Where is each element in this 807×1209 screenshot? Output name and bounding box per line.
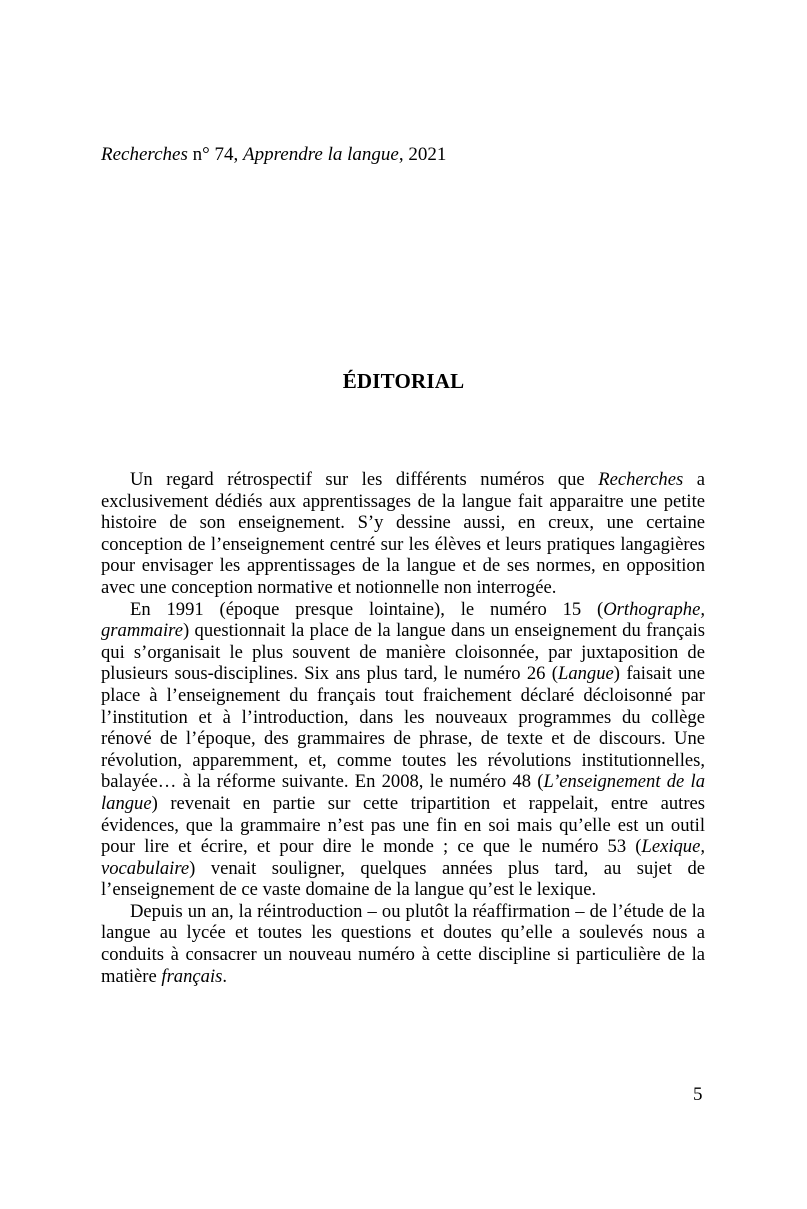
page-title: ÉDITORIAL bbox=[342, 369, 465, 393]
issue-title-reference: L’enseignement de la langue bbox=[101, 771, 705, 814]
paragraph-text: ) questionnait la place de la langue dans un enseignement du français qui s’organisait le plus souvent de manière cloisonnée, par juxtaposition de plusieurs sous-disciplines. Six ans plus tard, le numéro 26 ( bbox=[101, 620, 705, 685]
paragraph-text: a exclusivement dédiés aux apprentissages de la langue fait apparaitre une petite histoire de son enseignement. S’y dessine aussi, en creux, une certaine conception de l’enseignement centré sur les élèves et leurs pratiques langagières pour envisager les apprentissages de la langue et de ses normes, en opposition avec une conception normative et notionnelle non interrogée. bbox=[101, 469, 705, 598]
page-number: 5 bbox=[693, 1084, 703, 1105]
paragraph-text: ) venait souligner, quelques années plus tard, au sujet de l’enseignement de ce vaste domaine de la langue qu’est le lexique. bbox=[101, 857, 705, 901]
paragraph-text: ) revenait en partie sur cette tripartition et rappelait, entre autres évidences, que la grammaire n’est pas une fin en soi mais qu’elle est un outil pour lire et écrire, et pour dire le monde ; ce que le numéro 53 ( bbox=[101, 792, 705, 858]
running-head bbox=[101, 143, 446, 167]
paragraph-3 bbox=[101, 901, 705, 987]
journal-reference: Recherches bbox=[598, 469, 684, 490]
subject-reference: français bbox=[161, 965, 223, 987]
issue-title-reference: Langue bbox=[558, 663, 614, 685]
paragraph-text: . bbox=[222, 965, 228, 987]
editorial-body bbox=[101, 469, 705, 987]
issue-theme: Apprendre la langue bbox=[242, 144, 399, 165]
issue-title-reference: Orthographe, grammaire bbox=[101, 598, 705, 642]
paragraph-text: ) faisait une place à l’enseignement du français tout fraichement déclaré décloisonné par l’institution et à l’introduction, dans les nouveaux programmes du collège rénové de l’époque, des grammaires de phrase, de texte et de discours. Une révolution, apparemment, et, comme toutes les révolutions institutionnelles, balayée… à la réforme suivante. En 2008, le numéro 48 ( bbox=[101, 663, 705, 793]
journal-name: Recherches bbox=[101, 144, 188, 165]
paragraph-text: Un regard rétrospectif sur les différents numéros que bbox=[130, 469, 599, 490]
paragraph-2 bbox=[101, 599, 705, 901]
issue-number: n° 74, bbox=[187, 144, 243, 165]
issue-year: , 2021 bbox=[398, 144, 447, 165]
paragraph-text: En 1991 (époque presque lointaine), le numéro 15 ( bbox=[130, 598, 604, 620]
paragraph-text: Depuis un an, la réintroduction – ou plutôt la réaffirmation – de l’étude de la langue au lycée et toutes les questions et doutes qu’elle a soulevés nous a conduits à consacrer un nouveau numéro à cette discipline si particulière de la matière bbox=[101, 900, 705, 987]
issue-title-reference: Lexique, vocabulaire bbox=[101, 836, 705, 879]
paragraph-1 bbox=[101, 469, 705, 599]
